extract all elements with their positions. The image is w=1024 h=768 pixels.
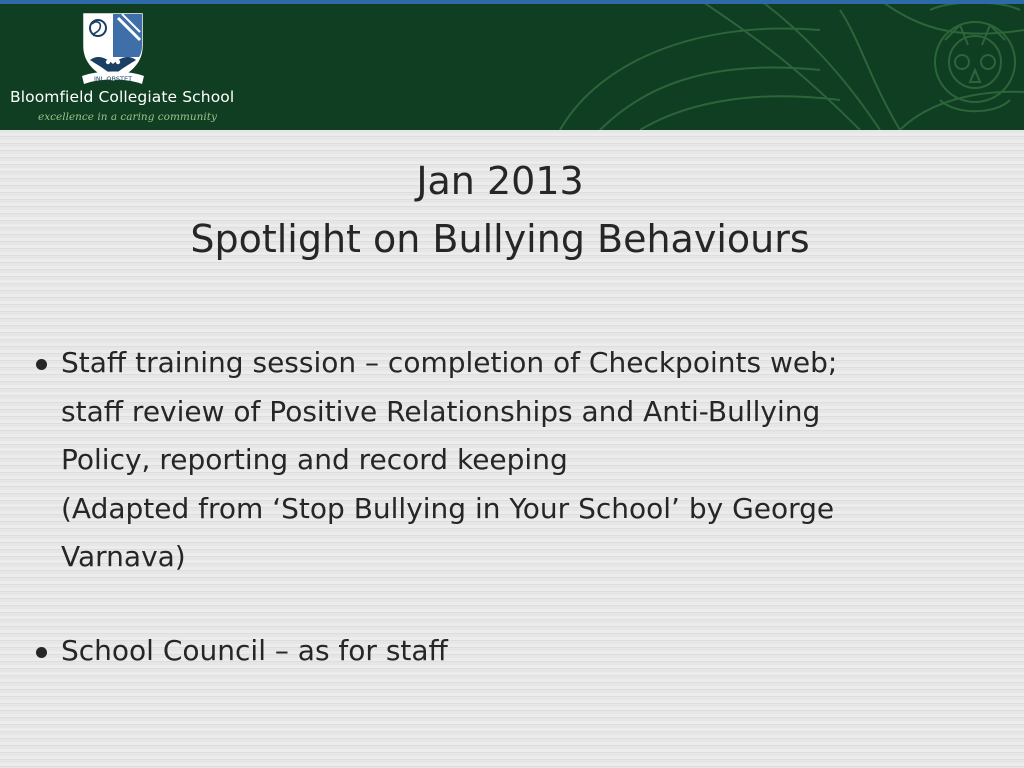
bullet-text [61, 339, 837, 582]
bullet-item [34, 339, 984, 589]
slide-title [0, 152, 1000, 268]
bullet-line: (Adapted from ‘Stop Bullying in Your School’ by George [61, 491, 835, 525]
bullet-line: Staff training session – completion of Checkpoints web; [61, 346, 838, 379]
slide-header-banner [0, 0, 1024, 130]
bullet-item [34, 627, 984, 677]
bullet-text [61, 627, 448, 676]
slide-title-heading: Spotlight on Bullying Behaviours [190, 217, 810, 261]
slide-title-date: Jan 2013 [416, 159, 584, 203]
bullet-line: School Council – as for staff [61, 634, 448, 667]
bullet-line: staff review of Positive Relationships and Anti-Bullying [61, 394, 821, 428]
school-crest-icon [78, 10, 148, 86]
bullet-line: Policy, reporting and record keeping [61, 443, 568, 476]
school-name: Bloomfield Collegiate School [10, 88, 235, 106]
header-top-stripe [0, 0, 1024, 4]
crest-motto: INL OBSTET [93, 75, 133, 83]
school-motto: excellence in a caring community [38, 111, 217, 123]
bullet-line: Varnava) [61, 540, 186, 573]
